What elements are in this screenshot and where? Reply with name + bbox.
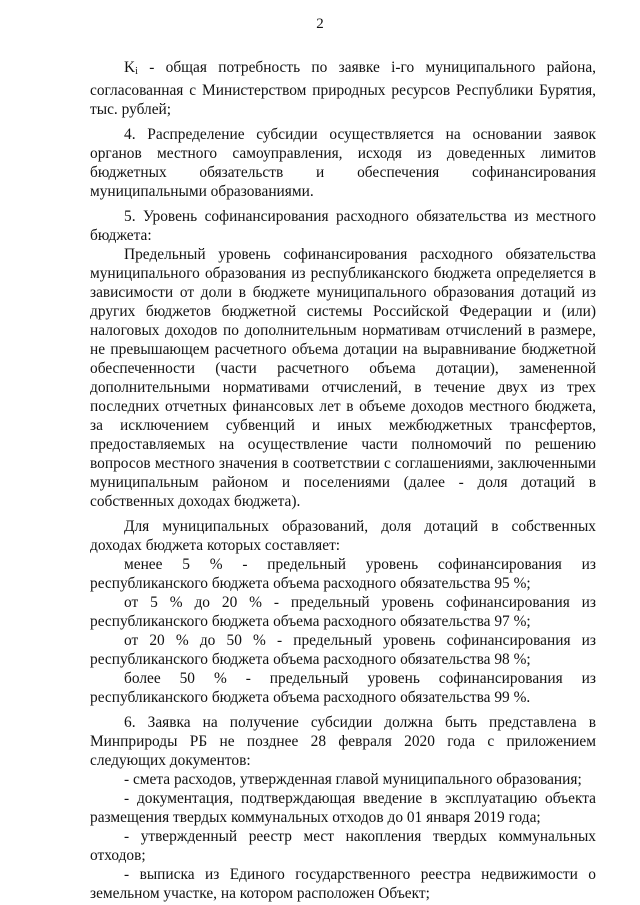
page-number: 2	[316, 16, 324, 32]
doc-item-registry: - утвержденный реестр мест накопления твердых коммунальных отходов;	[90, 828, 596, 864]
doc-item-commissioning: - документация, подтверждающая введение в эксплуатацию объекта размещения твердых коммунальных отходов до 01 января 2019 года;	[90, 790, 596, 826]
list-item-over-50: более 50 % - предельный уровень софинансирования из республиканского бюджета объема расходного обязательства 99 %.	[90, 670, 596, 706]
paragraph-share-intro: Для муниципальных образований, доля дотаций в собственных доходах бюджета которых составляет:	[90, 518, 596, 554]
doc-item-estimate: - смета расходов, утвержденная главой муниципального образования;	[124, 771, 582, 788]
ki-symbol: K	[124, 59, 136, 76]
doc-item-land-extract: - выписка из Единого государственного реестра недвижимости о земельном участке, на котором расположен Объект;	[90, 866, 596, 902]
paragraph-item-5: 5. Уровень софинансирования расходного обязательства из местного бюджета:	[90, 208, 596, 244]
paragraph-item-6: 6. Заявка на получение субсидии должна быть представлена в Минприроды РБ не позднее 28 февраля 2020 года с приложением следующих документов:	[90, 714, 596, 769]
document-body	[90, 58, 596, 903]
list-item-5-20: от 5 % до 20 % - предельный уровень софинансирования из республиканского бюджета объема расходного обязательства 97 %;	[90, 594, 596, 630]
paragraph-cofinancing-limit: Предельный уровень софинансирования расходного обязательства муниципального образования из республиканского бюджета определяется в зависимости от доли в бюджете муниципального образования дотаций из других бюджетов бюджетной системы Российской Федерации и (или) налоговых доходов по дополнительным нормативам отчислений в размере, не превышающем расчетного объема дотации на выравнивание бюджетной обеспеченности (части расчетного объема дотации), замененной дополнительными нормативами отчислений, в течение двух из трех последних отчетных финансовых лет в объеме доходов местного бюджета, за исключением субвенций и иных межбюджетных трансфертов, предоставляемых на осуществление части полномочий по решению вопросов местного значения в соответствии с соглашениями, заключенными муниципальным районом и поселениями (далее - доля дотаций в собственных доходах бюджета).	[90, 246, 596, 510]
ki-subscript: i	[135, 66, 138, 77]
ki-definition-text: - общая потребность по заявке i-го муниципального района, согласованная с Министерством природных ресурсов Республики Бурятия, тыс. рублей;	[90, 59, 596, 118]
paragraph-ki-definition	[90, 58, 596, 119]
list-item-20-50: от 20 % до 50 % - предельный уровень софинансирования из республиканского бюджета объема расходного обязательства 98 %;	[90, 632, 596, 668]
list-item-under-5: менее 5 % - предельный уровень софинансирования из республиканского бюджета объема расходного обязательства 95 %;	[90, 556, 596, 592]
paragraph-item-4: 4. Распределение субсидии осуществляется на основании заявок органов местного самоуправления, исходя из доведенных лимитов бюджетных обязательств и обеспечения софинансирования муниципальными образованиями.	[90, 126, 596, 200]
